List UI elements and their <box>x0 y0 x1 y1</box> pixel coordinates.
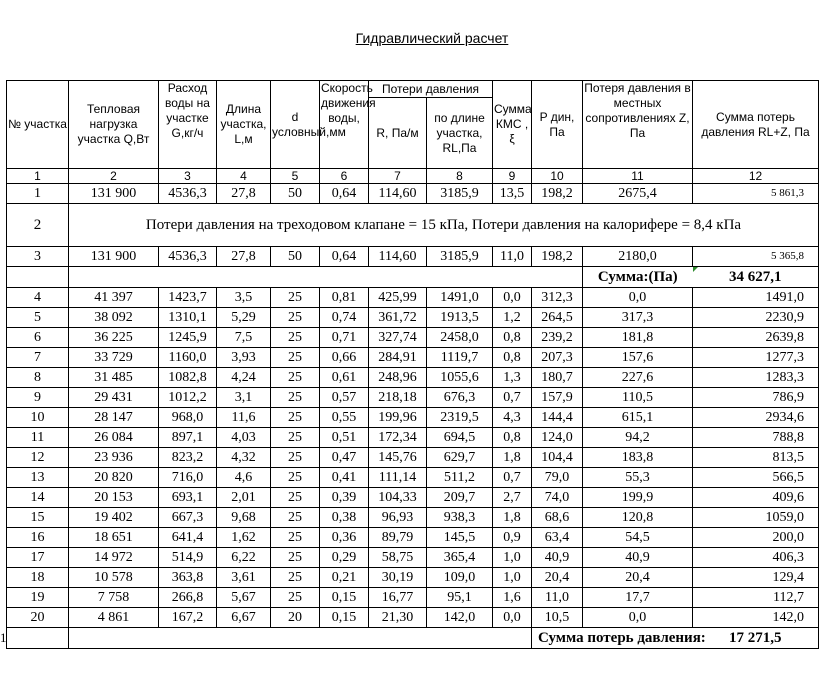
table-cell: 19 402 <box>69 508 159 528</box>
table-cell: 36 225 <box>69 328 159 348</box>
table-cell: 0,38 <box>320 508 369 528</box>
table-cell: 3185,9 <box>427 184 493 204</box>
table-cell: 25 <box>271 448 320 468</box>
table-cell: 4536,3 <box>159 247 217 267</box>
table-cell: 6,22 <box>217 548 271 568</box>
header-r: R, Па/м <box>369 98 427 169</box>
table-cell: 2319,5 <box>427 408 493 428</box>
table-cell: 511,2 <box>427 468 493 488</box>
empty-cell <box>69 628 532 649</box>
table-cell: 8 <box>7 368 69 388</box>
table-cell: 0,0 <box>583 288 693 308</box>
table-row <box>7 247 819 267</box>
table-cell: 20 820 <box>69 468 159 488</box>
header-rl: по длине участка, RL,Па <box>427 98 493 169</box>
table-cell: 29 431 <box>69 388 159 408</box>
table-cell: 104,4 <box>532 448 583 468</box>
table-row <box>7 588 819 608</box>
table-cell: 10 578 <box>69 568 159 588</box>
table-cell: 54,5 <box>583 528 693 548</box>
table-cell: 0,15 <box>320 608 369 628</box>
table-row <box>7 548 819 568</box>
table-row <box>7 448 819 468</box>
table-cell: 813,5 <box>693 448 819 468</box>
table-cell: 786,9 <box>693 388 819 408</box>
table-cell: 109,0 <box>427 568 493 588</box>
table-cell: 5,29 <box>217 308 271 328</box>
table-cell: 1119,7 <box>427 348 493 368</box>
table-cell: 327,74 <box>369 328 427 348</box>
table-cell: 0,51 <box>320 428 369 448</box>
hydraulic-table <box>6 80 819 649</box>
table-cell: 199,9 <box>583 488 693 508</box>
table-cell: 131 900 <box>69 184 159 204</box>
table-row <box>7 348 819 368</box>
table-cell: 11,0 <box>493 247 532 267</box>
table-cell: 2639,8 <box>693 328 819 348</box>
table-row <box>7 508 819 528</box>
column-number: 12 <box>693 169 819 184</box>
table-cell: 14 <box>7 488 69 508</box>
empty-cell <box>69 267 583 288</box>
table-cell: 0,0 <box>493 608 532 628</box>
table-cell: 12 <box>7 448 69 468</box>
table-cell: 248,96 <box>369 368 427 388</box>
table-cell: 17,7 <box>583 588 693 608</box>
table-cell: 0,55 <box>320 408 369 428</box>
table-cell: 13 <box>7 468 69 488</box>
table-cell: 409,6 <box>693 488 819 508</box>
table-cell: 4,03 <box>217 428 271 448</box>
table-cell: 897,1 <box>159 428 217 448</box>
table-cell: 10 <box>7 408 69 428</box>
table-cell: 2230,9 <box>693 308 819 328</box>
table-cell: 0,74 <box>320 308 369 328</box>
table-cell: 27,8 <box>217 184 271 204</box>
table-cell: 55,3 <box>583 468 693 488</box>
table-cell: 16,77 <box>369 588 427 608</box>
table-cell: 104,33 <box>369 488 427 508</box>
table-cell: 50 <box>271 247 320 267</box>
table-cell: 1,2 <box>493 308 532 328</box>
table-cell: 25 <box>271 428 320 448</box>
empty-cell <box>7 267 69 288</box>
table-cell: 239,2 <box>532 328 583 348</box>
total-sum-row <box>7 628 819 649</box>
table-cell: 629,7 <box>427 448 493 468</box>
table-row <box>7 528 819 548</box>
table-cell: 7 758 <box>69 588 159 608</box>
table-cell: 89,79 <box>369 528 427 548</box>
table-cell: 1913,5 <box>427 308 493 328</box>
table-cell: 129,4 <box>693 568 819 588</box>
table-cell: 198,2 <box>532 247 583 267</box>
table-cell: 7,5 <box>217 328 271 348</box>
table-cell: 5 <box>7 308 69 328</box>
table-cell: 0,64 <box>320 247 369 267</box>
table-cell: 145,5 <box>427 528 493 548</box>
table-cell: 95,1 <box>427 588 493 608</box>
empty-cell <box>7 628 69 649</box>
table-cell: 2,7 <box>493 488 532 508</box>
table-cell: 0,29 <box>320 548 369 568</box>
total-sum-value: 17 271,5 <box>693 628 819 649</box>
table-cell: 110,5 <box>583 388 693 408</box>
table-cell: 144,4 <box>532 408 583 428</box>
table-cell: 1,62 <box>217 528 271 548</box>
header-length: Длина участка, L,м <box>217 81 271 169</box>
table-cell: 25 <box>271 408 320 428</box>
table-cell: 3,5 <box>217 288 271 308</box>
table-cell: 7 <box>7 348 69 368</box>
header-heat-load: Тепловая нагрузка участка Q,Вт <box>69 81 159 169</box>
table-cell: 63,4 <box>532 528 583 548</box>
table-cell: 124,0 <box>532 428 583 448</box>
table-cell: 4,24 <box>217 368 271 388</box>
table-cell: 1,0 <box>493 568 532 588</box>
table-cell: 0,7 <box>493 388 532 408</box>
table-cell: 26 084 <box>69 428 159 448</box>
table-cell: 3,61 <box>217 568 271 588</box>
table-cell: 15 <box>7 508 69 528</box>
table-cell: 40,9 <box>583 548 693 568</box>
table-cell: 96,93 <box>369 508 427 528</box>
table-cell: 68,6 <box>532 508 583 528</box>
column-number: 2 <box>69 169 159 184</box>
column-number: 10 <box>532 169 583 184</box>
table-cell: 9 <box>7 388 69 408</box>
table-cell: 0,66 <box>320 348 369 368</box>
table-cell: 0,81 <box>320 288 369 308</box>
table-cell: 25 <box>271 288 320 308</box>
table-cell: 227,6 <box>583 368 693 388</box>
table-cell: 676,3 <box>427 388 493 408</box>
column-number: 5 <box>271 169 320 184</box>
table-row <box>7 328 819 348</box>
table-row <box>7 608 819 628</box>
table-cell: 28 147 <box>69 408 159 428</box>
page-title: Гидравлический расчет <box>355 30 509 46</box>
table-cell: 6 <box>7 328 69 348</box>
table-cell: 1245,9 <box>159 328 217 348</box>
table-cell: 20,4 <box>532 568 583 588</box>
table-cell: 142,0 <box>427 608 493 628</box>
table-cell: 1491,0 <box>693 288 819 308</box>
table-cell: 0,57 <box>320 388 369 408</box>
table-cell: 694,5 <box>427 428 493 448</box>
table-cell: 200,0 <box>693 528 819 548</box>
header-kms: Сумма КМС , ξ <box>493 81 532 169</box>
table-cell: 25 <box>271 368 320 388</box>
table-cell: 1 <box>7 184 69 204</box>
table-cell: 27,8 <box>217 247 271 267</box>
table-cell: 172,34 <box>369 428 427 448</box>
table-cell: 131 900 <box>69 247 159 267</box>
table-cell: 11,0 <box>532 588 583 608</box>
table-cell: 1,8 <box>493 448 532 468</box>
table-cell: 0,7 <box>493 468 532 488</box>
table-cell: 20 153 <box>69 488 159 508</box>
table-cell: 693,1 <box>159 488 217 508</box>
table-cell: 4,32 <box>217 448 271 468</box>
header-velocity: Скорость движения воды, <box>320 81 369 169</box>
table-cell: 11 <box>7 428 69 448</box>
table-cell: 1059,0 <box>693 508 819 528</box>
table-cell: 3185,9 <box>427 247 493 267</box>
sum-row <box>7 267 819 288</box>
table-cell: 199,96 <box>369 408 427 428</box>
table-cell: 0,21 <box>320 568 369 588</box>
table-cell: 25 <box>271 308 320 328</box>
table-cell: 406,3 <box>693 548 819 568</box>
column-number: 3 <box>159 169 217 184</box>
table-cell: 157,9 <box>532 388 583 408</box>
column-number: 11 <box>583 169 693 184</box>
table-cell: 198,2 <box>532 184 583 204</box>
table-cell: 6,67 <box>217 608 271 628</box>
header-diameter: d условный,мм <box>271 81 320 169</box>
table-cell: 0,8 <box>493 328 532 348</box>
table-cell: 5 861,3 <box>693 184 819 204</box>
table-cell: 1012,2 <box>159 388 217 408</box>
table-cell: 25 <box>271 328 320 348</box>
table-cell: 31 485 <box>69 368 159 388</box>
table-cell: 209,7 <box>427 488 493 508</box>
table-cell: 207,3 <box>532 348 583 368</box>
table-cell: 823,2 <box>159 448 217 468</box>
table-cell: 4 <box>7 288 69 308</box>
header-total-losses: Сумма потерь давления RL+Z, Па <box>693 81 819 169</box>
cell-comment-marker <box>693 267 698 272</box>
table-cell: 0,64 <box>320 184 369 204</box>
column-number: 8 <box>427 169 493 184</box>
table-cell: 266,8 <box>159 588 217 608</box>
table-cell: 365,4 <box>427 548 493 568</box>
table-cell: 4,6 <box>217 468 271 488</box>
table-row <box>7 308 819 328</box>
table-row <box>7 368 819 388</box>
table-cell: 0,47 <box>320 448 369 468</box>
table-cell: 1283,3 <box>693 368 819 388</box>
table-cell: 40,9 <box>532 548 583 568</box>
table-cell: 10,5 <box>532 608 583 628</box>
column-number: 7 <box>369 169 427 184</box>
column-number: 1 <box>7 169 69 184</box>
table-cell: 2,01 <box>217 488 271 508</box>
table-cell: 1055,6 <box>427 368 493 388</box>
sum-label: Сумма:(Па) <box>583 267 693 288</box>
table-cell: 641,4 <box>159 528 217 548</box>
table-cell: 0,71 <box>320 328 369 348</box>
table-cell: 667,3 <box>159 508 217 528</box>
table-cell: 1277,3 <box>693 348 819 368</box>
table-cell: 25 <box>271 388 320 408</box>
table-cell: 114,60 <box>369 247 427 267</box>
table-cell: 50 <box>271 184 320 204</box>
table-cell: 0,39 <box>320 488 369 508</box>
table-cell: 2675,4 <box>583 184 693 204</box>
table-cell: 0,8 <box>493 348 532 368</box>
note-row <box>7 204 819 247</box>
table-row <box>7 488 819 508</box>
table-cell: 25 <box>271 348 320 368</box>
header-pdyn: P дин, Па <box>532 81 583 169</box>
table-cell: 145,76 <box>369 448 427 468</box>
table-cell: 2180,0 <box>583 247 693 267</box>
table-cell: 1,3 <box>493 368 532 388</box>
table-row <box>7 408 819 428</box>
table-cell: 41 397 <box>69 288 159 308</box>
table-cell: 25 <box>271 508 320 528</box>
table-cell: 20 <box>7 608 69 628</box>
table-cell: 142,0 <box>693 608 819 628</box>
table-cell: 181,8 <box>583 328 693 348</box>
table-cell: 120,8 <box>583 508 693 528</box>
table-cell: 425,99 <box>369 288 427 308</box>
column-numbers-row <box>7 169 819 184</box>
table-cell: 4 861 <box>69 608 159 628</box>
sum-value: 34 627,1 <box>693 267 819 288</box>
table-cell: 1310,1 <box>159 308 217 328</box>
table-cell: 3 <box>7 247 69 267</box>
table-cell: 0,9 <box>493 528 532 548</box>
table-cell: 25 <box>271 468 320 488</box>
table-cell: 18 651 <box>69 528 159 548</box>
table-row <box>7 288 819 308</box>
table-cell: 25 <box>271 588 320 608</box>
table-cell: 114,60 <box>369 184 427 204</box>
table-cell: 0,0 <box>493 288 532 308</box>
table-cell: 19 <box>7 588 69 608</box>
table-cell: 14 972 <box>69 548 159 568</box>
table-cell: 1082,8 <box>159 368 217 388</box>
table-cell: 21,30 <box>369 608 427 628</box>
table-cell: 0,15 <box>320 588 369 608</box>
table-cell: 968,0 <box>159 408 217 428</box>
table-cell: 74,0 <box>532 488 583 508</box>
edge-mark: 1 <box>0 630 7 645</box>
table-cell: 79,0 <box>532 468 583 488</box>
table-cell: 0,0 <box>583 608 693 628</box>
table-cell: 23 936 <box>69 448 159 468</box>
table-row <box>7 568 819 588</box>
table-cell: 514,9 <box>159 548 217 568</box>
table-cell: 3,1 <box>217 388 271 408</box>
table-cell: 1,0 <box>493 548 532 568</box>
table-cell: 1,8 <box>493 508 532 528</box>
table-cell: 2 <box>7 204 69 247</box>
table-cell: 25 <box>271 548 320 568</box>
table-cell: 363,8 <box>159 568 217 588</box>
table-row <box>7 428 819 448</box>
table-cell: 0,8 <box>493 428 532 448</box>
table-cell: 938,3 <box>427 508 493 528</box>
table-cell: 4536,3 <box>159 184 217 204</box>
table-cell: 180,7 <box>532 368 583 388</box>
table-row <box>7 468 819 488</box>
table-cell: 94,2 <box>583 428 693 448</box>
table-cell: 1491,0 <box>427 288 493 308</box>
header-flow: Расход воды на участке G,кг/ч <box>159 81 217 169</box>
table-cell: 2458,0 <box>427 328 493 348</box>
header-local-losses: Потеря давления в местных сопротивлениях Z, Па <box>583 81 693 169</box>
table-cell: 716,0 <box>159 468 217 488</box>
column-number: 6 <box>320 169 369 184</box>
table-cell: 9,68 <box>217 508 271 528</box>
table-cell: 0,36 <box>320 528 369 548</box>
table-cell: 58,75 <box>369 548 427 568</box>
table-cell: 13,5 <box>493 184 532 204</box>
column-number: 9 <box>493 169 532 184</box>
total-sum-label: Сумма потерь давления: <box>532 628 693 649</box>
header-pressure-losses: Потери давления <box>369 81 493 98</box>
table-cell: 1,6 <box>493 588 532 608</box>
table-cell: 183,8 <box>583 448 693 468</box>
table-cell: 38 092 <box>69 308 159 328</box>
table-cell: 5 365,8 <box>693 247 819 267</box>
table-cell: 3,93 <box>217 348 271 368</box>
table-row <box>7 184 819 204</box>
table-cell: 1423,7 <box>159 288 217 308</box>
table-cell: 25 <box>271 528 320 548</box>
table-cell: 361,72 <box>369 308 427 328</box>
table-cell: 788,8 <box>693 428 819 448</box>
table-cell: 0,61 <box>320 368 369 388</box>
table-cell: 566,5 <box>693 468 819 488</box>
column-number: 4 <box>217 169 271 184</box>
table-cell: 111,14 <box>369 468 427 488</box>
table-cell: 5,67 <box>217 588 271 608</box>
table-cell: 30,19 <box>369 568 427 588</box>
table-cell: 16 <box>7 528 69 548</box>
table-cell: 157,6 <box>583 348 693 368</box>
table-cell: 20,4 <box>583 568 693 588</box>
table-cell: 312,3 <box>532 288 583 308</box>
table-cell: 25 <box>271 488 320 508</box>
table-cell: 18 <box>7 568 69 588</box>
valve-heater-note: Потери давления на треходовом клапане = 15 кПа, Потери давления на калорифере = 8,4 кПа <box>69 204 819 247</box>
table-cell: 20 <box>271 608 320 628</box>
table-cell: 218,18 <box>369 388 427 408</box>
table-cell: 615,1 <box>583 408 693 428</box>
table-cell: 317,3 <box>583 308 693 328</box>
table-cell: 167,2 <box>159 608 217 628</box>
table-cell: 1160,0 <box>159 348 217 368</box>
table-cell: 33 729 <box>69 348 159 368</box>
table-cell: 25 <box>271 568 320 588</box>
table-cell: 11,6 <box>217 408 271 428</box>
table-cell: 4,3 <box>493 408 532 428</box>
header-section: № участка <box>7 81 69 169</box>
table-cell: 284,91 <box>369 348 427 368</box>
table-cell: 0,41 <box>320 468 369 488</box>
table-cell: 2934,6 <box>693 408 819 428</box>
table-cell: 264,5 <box>532 308 583 328</box>
table-cell: 17 <box>7 548 69 568</box>
table-cell: 112,7 <box>693 588 819 608</box>
table-row <box>7 388 819 408</box>
